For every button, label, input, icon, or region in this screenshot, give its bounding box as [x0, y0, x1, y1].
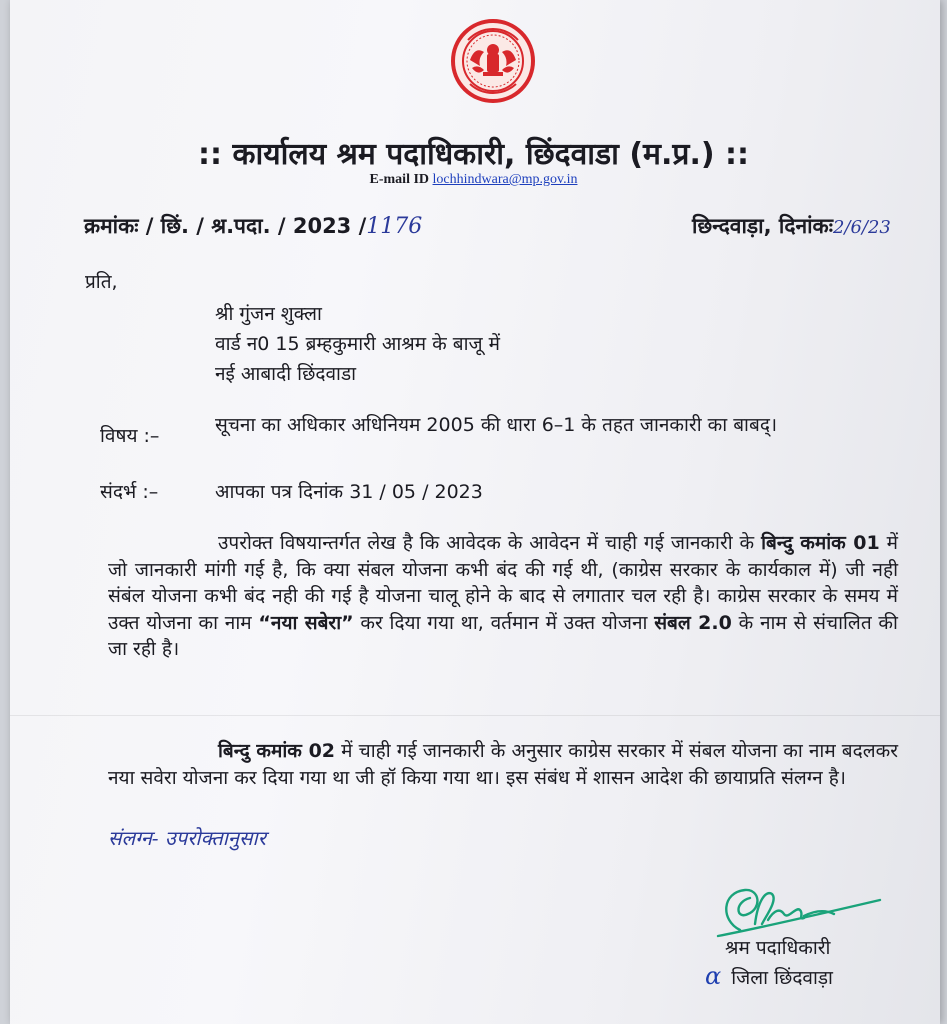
- p1-text-e: के नाम से संचालित की जा रही है।: [108, 611, 898, 660]
- subject-text: सूचना का अधिकार अधिनियम 2005 की धारा 6–1 के तहत जानकारी का बाबद्।: [215, 414, 778, 436]
- office-title: :: कार्यालय श्रम पदाधिकारी, छिंदवाडा (म.प्र.) ::: [198, 137, 749, 172]
- p1-text-a: उपरोक्त विषयान्तर्गत लेख है कि आवेदक के आवेदन में चाही गई जानकारी के: [218, 532, 755, 554]
- date-handwritten: 2/6/23: [832, 217, 891, 238]
- recipient-address-line1: वार्ड न0 15 ब्रम्हकुमारी आश्रम के बाजू में: [215, 333, 501, 355]
- p2-text: में चाही गई जानकारी के अनुसार काग्रेस सरकार में संबल योजना का नाम बदलकर नया सवेरा योजना कर दिया गया था जी हॉ किया गया था। इस संबंध में शासन आदेश की छायाप्रति संलग्न है।: [108, 740, 898, 789]
- recipient-name: श्री गुंजन शुक्ला: [215, 303, 322, 325]
- p1-text-c: में जो जानकारी मांगी गई है, कि क्या संबल योजना कभी बंद की गई थी, (काग्रेस सरकार के कार्यकाल में) जी नही संबंल योजना कभी बंद नही की गई है योजना चालू होने के बाद से लगातार चल रही है। काग्रेस सरकार के समय में उक्त योजना का नाम: [108, 532, 898, 634]
- paper-fold-line: [10, 715, 940, 716]
- signatory-designation: श्रम पदाधिकारी: [725, 937, 831, 959]
- p1-scheme-new-name: संबल 2.0: [654, 611, 732, 634]
- body-paragraph-2: [108, 738, 898, 791]
- signatory-district-line: [705, 962, 833, 990]
- p1-text-d: कर दिया गया था, वर्तमान में उक्त योजना: [360, 611, 648, 634]
- subject-label: विषय :–: [100, 425, 160, 447]
- signatory-district: जिला छिंदवाड़ा: [731, 967, 833, 989]
- reference-letter-text: आपका पत्र दिनांक 31 / 05 / 2023: [215, 481, 483, 503]
- place-date: [692, 212, 891, 240]
- recipient-address-line2: नई आबादी छिंदवाडा: [215, 363, 357, 385]
- p2-point-number: बिन्दु कमांक 02: [218, 740, 336, 762]
- email-label: E-mail ID: [369, 172, 430, 187]
- reference-number: [84, 212, 422, 240]
- enclosure-note-handwritten: संलग्न- उपरोक्तानुसार: [108, 826, 266, 850]
- p1-point-number: बिन्दु कमांक 01: [761, 532, 880, 554]
- handwritten-initial: α: [705, 962, 722, 990]
- email-address-link[interactable]: lochhindwara@mp.gov.in: [432, 172, 578, 187]
- reference-number-prefix: क्रमांकः / छिं. / श्र.पदा. / 2023 /: [84, 214, 367, 238]
- body-paragraph-1: [108, 530, 898, 663]
- place-date-label: छिन्दवाड़ा, दिनांकः: [692, 214, 833, 238]
- government-seal-icon: [450, 18, 536, 104]
- email-line: [0, 172, 947, 188]
- p1-scheme-old-name: “नया सबेरा”: [258, 611, 354, 634]
- salutation: प्रति,: [85, 271, 118, 293]
- reference-number-handwritten: 1176: [366, 214, 423, 239]
- reference-letter-label: संदर्भ :–: [100, 481, 159, 503]
